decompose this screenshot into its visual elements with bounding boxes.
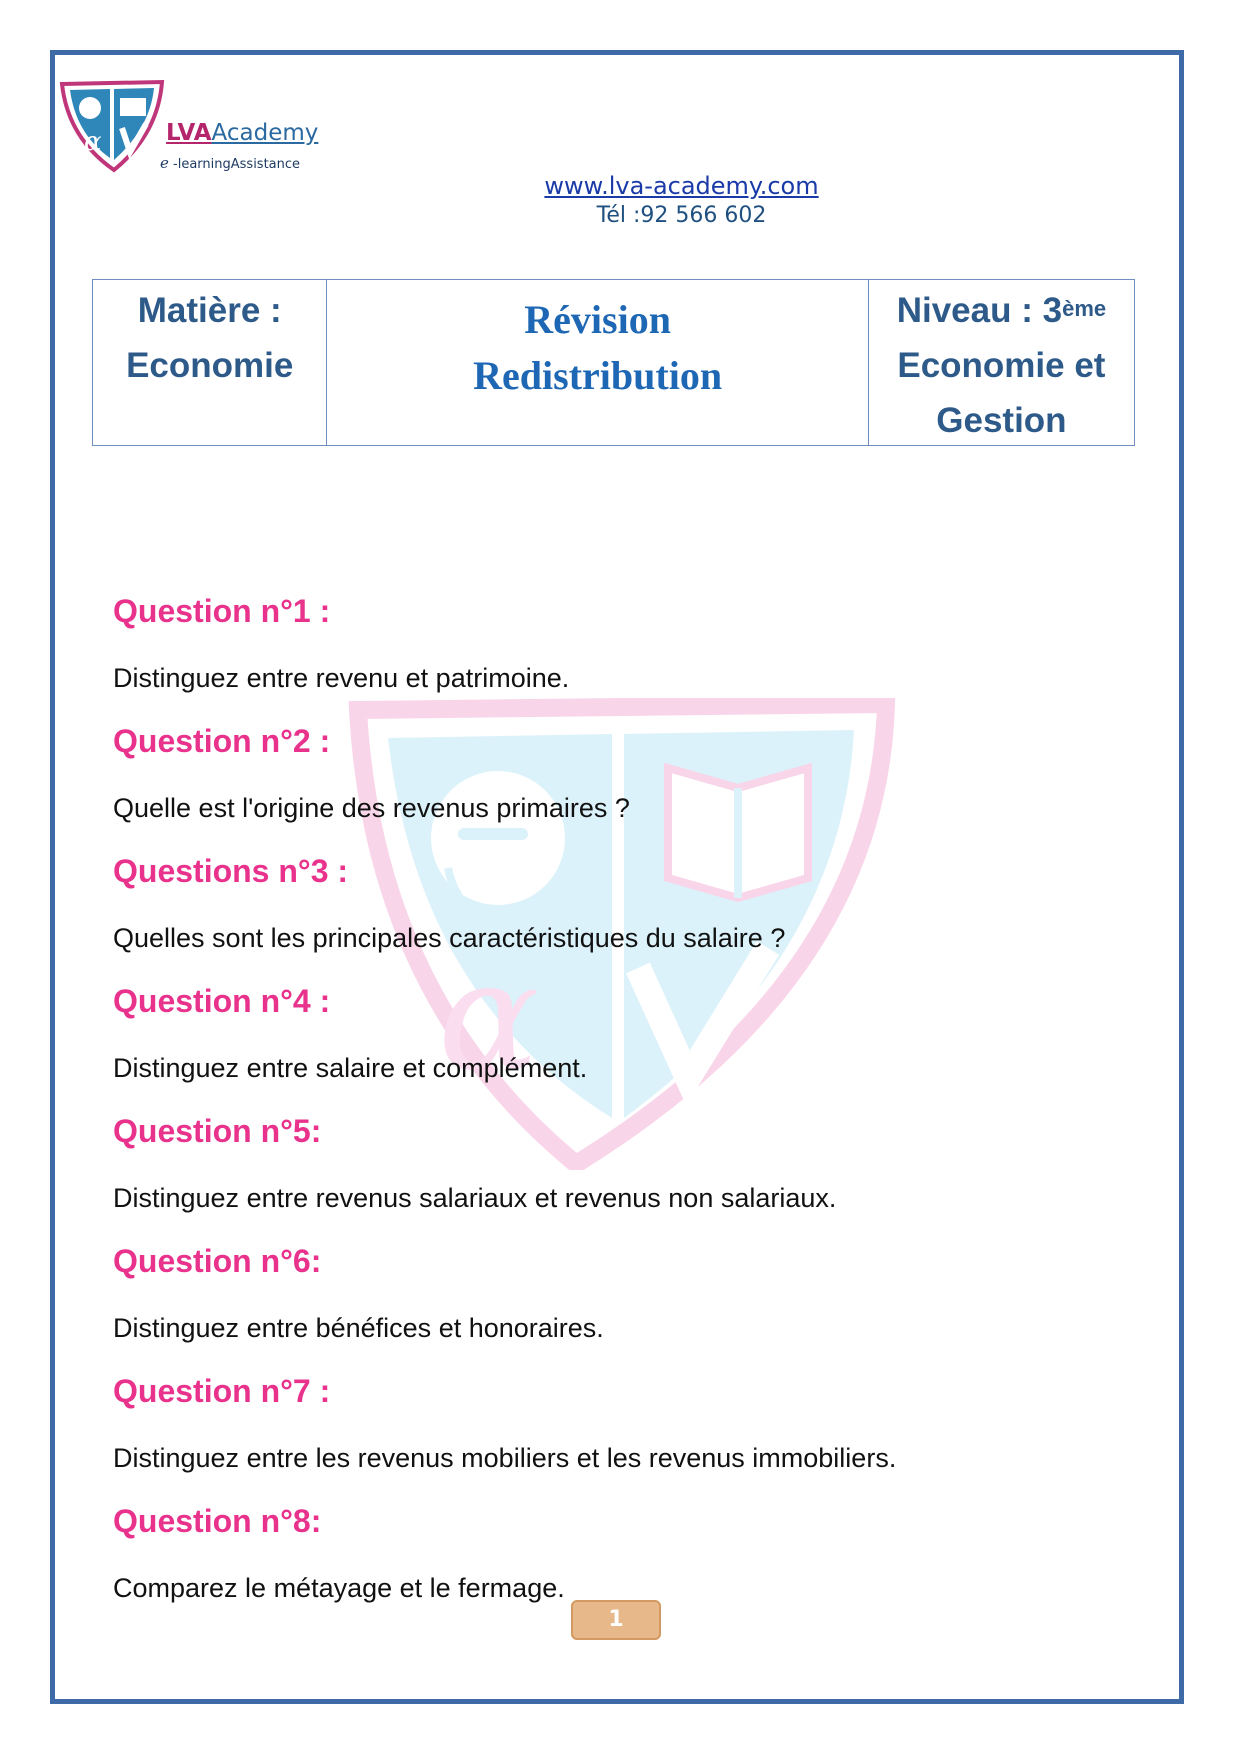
question-text: Distinguez entre bénéfices et honoraires.	[113, 1313, 604, 1343]
svg-text:α: α	[84, 127, 102, 157]
question-text: Distinguez entre les revenus mobiliers et les revenus immobiliers.	[113, 1443, 897, 1473]
subject-label: Matière :	[137, 291, 282, 330]
title-revision: Révision	[524, 297, 671, 342]
question-text: Distinguez entre revenu et patrimoine.	[113, 663, 570, 693]
page-number-badge: 1	[571, 1600, 661, 1640]
question-label: Question n°6:	[113, 1243, 322, 1279]
level-value-line2: Gestion	[936, 401, 1067, 440]
question-label: Question n°8:	[113, 1503, 322, 1539]
title-redistribution: Redistribution	[473, 353, 723, 398]
lva-shield-logo-icon	[58, 78, 166, 174]
question-text: Comparez le métayage et le fermage.	[113, 1573, 565, 1603]
question-label: Questions n°3 :	[113, 853, 349, 889]
phone-number: Tél :92 566 602	[596, 203, 767, 228]
website-link[interactable]: www.lva-academy.com	[544, 172, 819, 200]
tagline-e: e	[160, 154, 169, 172]
level-label	[869, 280, 1134, 335]
question-label: Question n°5:	[113, 1113, 322, 1149]
brand-name	[166, 120, 318, 146]
question-label: Question n°7 :	[113, 1373, 331, 1409]
question-text: Distinguez entre revenus salariaux et revenus non salariaux.	[113, 1183, 837, 1213]
level-cell	[868, 280, 1134, 446]
question-label: Question n°1 :	[113, 593, 331, 629]
question-text: Quelles sont les principales caractéristiques du salaire ?	[113, 923, 786, 953]
header-table	[92, 279, 1135, 446]
question-text: Distinguez entre salaire et complément.	[113, 1053, 588, 1083]
brand-academy: Academy	[211, 120, 319, 146]
title-cell	[327, 280, 868, 446]
question-label: Question n°2 :	[113, 723, 331, 759]
tagline-text: -learningAssistance	[168, 157, 301, 172]
subject-cell	[93, 280, 327, 446]
question-text: Quelle est l'origine des revenus primaires ?	[113, 793, 630, 823]
level-prefix: Niveau : 3	[896, 291, 1063, 330]
subject-value: Economie	[126, 346, 294, 385]
svg-text:α: α	[438, 930, 540, 1104]
level-value-line1: Economie et	[897, 346, 1106, 385]
level-superscript: ème	[1062, 296, 1107, 321]
brand-lva: LVA	[166, 120, 212, 146]
question-label: Question n°4 :	[113, 983, 331, 1019]
brand-tagline	[160, 154, 300, 172]
